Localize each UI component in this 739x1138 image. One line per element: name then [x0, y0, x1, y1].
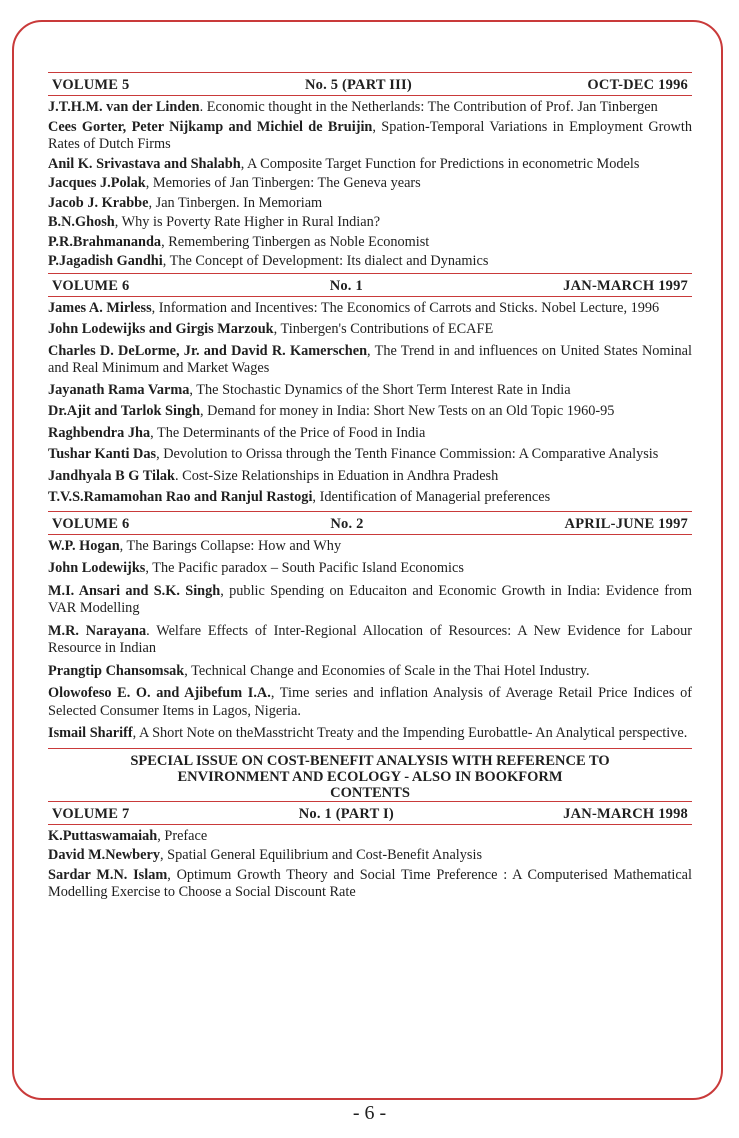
article-author: David M.Newbery	[48, 847, 160, 863]
article-title: , Technical Change and Economies of Scale in the Thai Hotel Industry.	[184, 662, 590, 679]
volume-header	[48, 511, 692, 535]
article-author: James A. Mirless	[48, 299, 152, 316]
article-entry	[48, 119, 692, 154]
article-title: , Jan Tinbergen. In Memoriam	[148, 194, 323, 211]
article-title: , Memories of Jan Tinbergen: The Geneva years	[145, 175, 421, 191]
article-title: , public Spending on Educaiton and Economic Growth in India: Evidence from VAR Modelling	[48, 582, 692, 616]
article-entry	[48, 867, 692, 902]
article-author: B.N.Ghosh	[48, 214, 115, 230]
volume-section	[48, 273, 692, 507]
article-entry	[48, 382, 692, 400]
special-issue-heading	[48, 748, 692, 801]
contents-list	[48, 72, 692, 904]
issue-date: OCT-DEC 1996	[587, 77, 688, 93]
article-title: , The Pacific paradox – South Pacific Island Economics	[145, 560, 464, 576]
volume-label: VOLUME 6	[52, 277, 130, 294]
article-author: Raghbendra Jha	[48, 424, 151, 441]
article-title: , Spation-Temporal Variations in Employment Growth Rates of Dutch Firms	[48, 118, 692, 152]
article-title: , Time series and inflation Analysis of Average Retail Price Indices of Selected Consumer Items in Lagos, Nigeria.	[48, 685, 692, 719]
article-title: , The Stochastic Dynamics of the Short Term Interest Rate in India	[189, 381, 571, 398]
volume-label: VOLUME 5	[52, 77, 130, 93]
article-title: , Information and Incentives: The Economics of Carrots and Sticks. Nobel Lecture, 1996	[151, 299, 660, 316]
article-entry	[48, 560, 692, 578]
article-entry	[48, 300, 692, 318]
article-title: , Tinbergen's Contributions of ECAFE	[273, 321, 494, 337]
article-title: , Optimum Growth Theory and Social Time Preference : A Computerised Mathematical Modelling Exercise to Choose a Social Discount Rate	[48, 866, 692, 900]
article-author: Sardar M.N. Islam	[48, 866, 168, 883]
article-entry	[48, 214, 692, 232]
article-entry	[48, 99, 692, 117]
article-author: John Lodewijks	[48, 560, 146, 576]
article-author: T.V.S.Ramamohan Rao and Ranjul Rastogi	[48, 489, 313, 505]
article-author: W.P. Hogan	[48, 537, 120, 554]
article-title: , Why is Poverty Rate Higher in Rural Indian?	[114, 214, 381, 230]
article-title: , Devolution to Orissa through the Tenth Finance Commission: A Comparative Analysis	[156, 446, 659, 462]
issue-number: No. 2	[330, 515, 364, 532]
article-title: , Remembering Tinbergen as Noble Economist	[161, 233, 430, 250]
volume-label: VOLUME 6	[52, 515, 130, 532]
article-author: Prangtip Chansomsak	[48, 662, 185, 679]
article-entry	[48, 234, 692, 252]
article-entry	[48, 538, 692, 556]
article-author: Jacob J. Krabbe	[48, 194, 149, 211]
special-issue-line: SPECIAL ISSUE ON COST-BENEFIT ANALYSIS WITH REFERENCE TO	[130, 752, 610, 769]
article-title: . Economic thought in the Netherlands: The Contribution of Prof. Jan Tinbergen	[199, 99, 658, 115]
article-author: Dr.Ajit and Tarlok Singh	[48, 403, 201, 419]
article-entry	[48, 175, 692, 193]
issue-date: JAN-MARCH 1997	[563, 277, 688, 294]
article-author: K.Puttaswamaiah	[48, 827, 158, 844]
volume-header	[48, 72, 692, 96]
article-author: P.Jagadish Gandhi	[48, 253, 163, 269]
article-author: M.R. Narayana	[48, 622, 147, 639]
article-entry	[48, 583, 692, 618]
article-title: , The Barings Collapse: How and Why	[119, 537, 342, 554]
article-entry	[48, 403, 692, 421]
issue-number: No. 5 (PART III)	[304, 77, 412, 93]
article-entry	[48, 847, 692, 865]
article-title: . Cost-Size Relationships in Eduation in Andhra Pradesh	[175, 467, 499, 484]
article-title: , The Determinants of the Price of Food in India	[150, 424, 426, 441]
article-entry	[48, 663, 692, 681]
article-entry	[48, 321, 692, 339]
article-author: P.R.Brahmananda	[48, 233, 162, 250]
issue-number: No. 1 (PART I)	[298, 805, 394, 822]
article-entry	[48, 489, 692, 507]
article-title: , A Composite Target Function for Predictions in econometric Models	[240, 155, 640, 172]
issue-number: No. 1	[329, 277, 363, 294]
article-title: . Welfare Effects of Inter-Regional Allocation of Resources: A New Evidence for Labour Resource in Indian	[48, 622, 693, 656]
article-title: , Demand for money in India: Short New Tests on an Old Topic 1960-95	[200, 403, 615, 419]
volume-section	[48, 511, 692, 743]
contents-heading: CONTENTS	[330, 784, 410, 801]
article-author: Jandhyala B G Tilak	[48, 467, 176, 484]
article-entry	[48, 156, 692, 174]
article-title: , Identification of Managerial preferences	[312, 489, 551, 505]
issue-date: APRIL-JUNE 1997	[564, 515, 688, 532]
article-author: Jacques J.Polak	[48, 175, 146, 191]
volume-header	[48, 273, 692, 297]
article-entry	[48, 195, 692, 213]
article-author: Cees Gorter, Peter Nijkamp and Michiel de Bruijin	[48, 118, 373, 135]
article-author: Anil K. Srivastava and Shalabh	[48, 155, 241, 172]
article-author: Charles D. DeLorme, Jr. and David R. Kamerschen	[48, 342, 368, 359]
article-author: Jayanath Rama Varma	[48, 381, 190, 398]
article-entry	[48, 725, 692, 743]
article-title: , A Short Note on theMasstricht Treaty and the Impending Eurobattle- An Analytical perspective.	[132, 725, 688, 741]
article-title: , Preface	[157, 827, 208, 844]
article-title: , Spatial General Equilibrium and Cost-Benefit Analysis	[159, 847, 483, 863]
article-author: J.T.H.M. van der Linden	[48, 99, 200, 115]
article-entry	[48, 446, 692, 464]
article-entry	[48, 623, 692, 658]
article-author: Ismail Shariff	[48, 725, 133, 741]
volume-section	[48, 72, 692, 271]
volume-section	[48, 801, 692, 902]
article-entry	[48, 468, 692, 486]
article-title: , The Trend in and influences on United States Nominal and Real Minimum and Market Wages	[48, 342, 692, 376]
article-entry	[48, 685, 692, 720]
volume-label: VOLUME 7	[52, 805, 130, 822]
special-issue-line: ENVIRONMENT AND ECOLOGY - ALSO IN BOOKFORM	[177, 768, 563, 785]
article-entry	[48, 253, 692, 271]
volume-header	[48, 801, 692, 825]
article-title: , The Concept of Development: Its dialect and Dynamics	[162, 253, 489, 269]
article-author: M.I. Ansari and S.K. Singh	[48, 582, 221, 599]
article-author: Olowofeso E. O. and Ajibefum I.A.	[48, 685, 271, 701]
article-author: John Lodewijks and Girgis Marzouk	[48, 321, 274, 337]
article-entry	[48, 343, 692, 378]
article-entry	[48, 425, 692, 443]
article-entry	[48, 828, 692, 846]
issue-date: JAN-MARCH 1998	[563, 805, 688, 822]
page-number: - 6 -	[352, 1102, 387, 1124]
article-author: Tushar Kanti Das	[48, 446, 157, 462]
